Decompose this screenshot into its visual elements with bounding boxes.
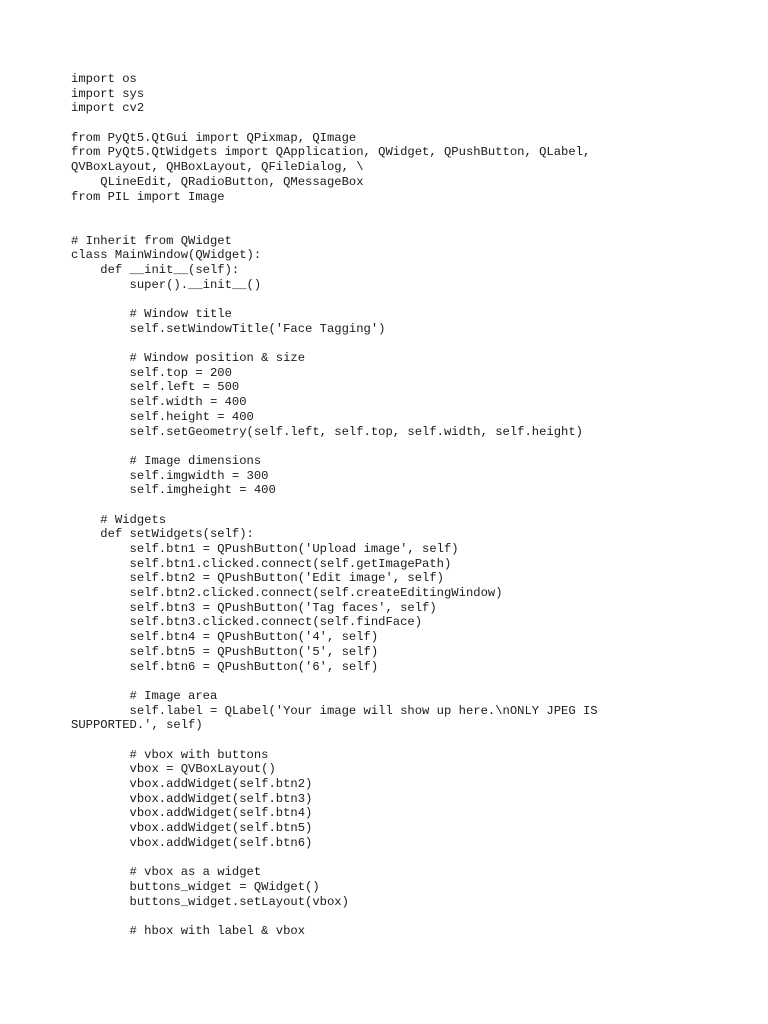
code-line <box>71 498 598 513</box>
code-line: QLineEdit, QRadioButton, QMessageBox <box>71 174 364 189</box>
code-line: import cv2 <box>71 101 145 116</box>
code-line: from PyQt5.QtGui import QPixmap, QImage <box>71 130 357 145</box>
code-line: vbox = QVBoxLayout() <box>71 762 276 777</box>
code-line <box>71 439 598 454</box>
code-line: buttons_widget = QWidget() <box>71 879 320 894</box>
code-line: self.setWindowTitle('Face Tagging') <box>71 321 386 336</box>
code-line: self.btn3.clicked.connect(self.findFace) <box>71 615 423 630</box>
code-line <box>71 850 598 865</box>
code-line: self.imgheight = 400 <box>71 483 276 498</box>
code-line: self.left = 500 <box>71 380 240 395</box>
code-line: self.btn2.clicked.connect(self.createEditingWindow) <box>71 586 503 601</box>
code-line: # Window position & size <box>71 351 306 366</box>
code-line: # Widgets <box>71 512 167 527</box>
code-line: import os <box>71 72 137 86</box>
code-line: from PyQt5.QtWidgets import QApplication, QWidget, QPushButton, QLabel, <box>71 145 591 160</box>
code-line: self.btn5 = QPushButton('5', self) <box>71 644 379 659</box>
code-line <box>71 219 598 234</box>
code-line: self.imgwidth = 300 <box>71 468 269 483</box>
code-line: vbox.addWidget(self.btn6) <box>71 835 313 850</box>
code-line: class MainWindow(QWidget): <box>71 248 262 263</box>
code-line: self.btn1 = QPushButton('Upload image', self) <box>71 542 459 556</box>
code-line: # Inherit from QWidget <box>71 233 232 248</box>
code-line: vbox.addWidget(self.btn3) <box>71 791 313 806</box>
code-line: def __init__(self): <box>71 262 240 277</box>
code-line <box>71 733 598 748</box>
code-line: self.btn1.clicked.connect(self.getImagePath) <box>71 556 452 571</box>
code-line: self.width = 400 <box>71 395 247 410</box>
code-line: self.btn6 = QPushButton('6', self) <box>71 659 379 674</box>
code-line: self.btn3 = QPushButton('Tag faces', self) <box>71 600 437 615</box>
code-line: self.setGeometry(self.left, self.top, self.width, self.height) <box>71 424 583 439</box>
code-line: vbox.addWidget(self.btn2) <box>71 777 313 791</box>
code-line: self.btn4 = QPushButton('4', self) <box>71 630 379 645</box>
code-line: def setWidgets(self): <box>71 527 254 542</box>
code-line: self.height = 400 <box>71 409 254 424</box>
code-line: vbox.addWidget(self.btn4) <box>71 806 313 821</box>
code-line: self.top = 200 <box>71 365 232 380</box>
code-line <box>71 336 598 351</box>
code-line: QVBoxLayout, QHBoxLayout, QFileDialog, \ <box>71 160 364 175</box>
code-line: # Image dimensions <box>71 453 262 468</box>
code-line: super().__init__() <box>71 277 262 292</box>
code-line: buttons_widget.setLayout(vbox) <box>71 894 349 909</box>
code-line: import sys <box>71 86 145 101</box>
code-line: # vbox as a widget <box>71 865 262 880</box>
code-line: vbox.addWidget(self.btn5) <box>71 821 313 836</box>
code-line: self.label = QLabel('Your image will show up here.\nONLY JPEG IS <box>71 703 598 718</box>
code-listing <box>71 72 598 939</box>
code-line: # hbox with label & vbox <box>71 923 306 938</box>
code-line: # Window title <box>71 307 232 321</box>
code-line: SUPPORTED.', self) <box>71 718 203 733</box>
code-line <box>71 116 598 131</box>
code-line: # vbox with buttons <box>71 747 269 762</box>
code-line: # Image area <box>71 688 218 703</box>
code-line <box>71 204 598 219</box>
code-line <box>71 292 598 307</box>
code-line <box>71 674 598 689</box>
code-line: from PIL import Image <box>71 189 225 204</box>
code-line <box>71 909 598 924</box>
code-line: self.btn2 = QPushButton('Edit image', self) <box>71 571 444 586</box>
